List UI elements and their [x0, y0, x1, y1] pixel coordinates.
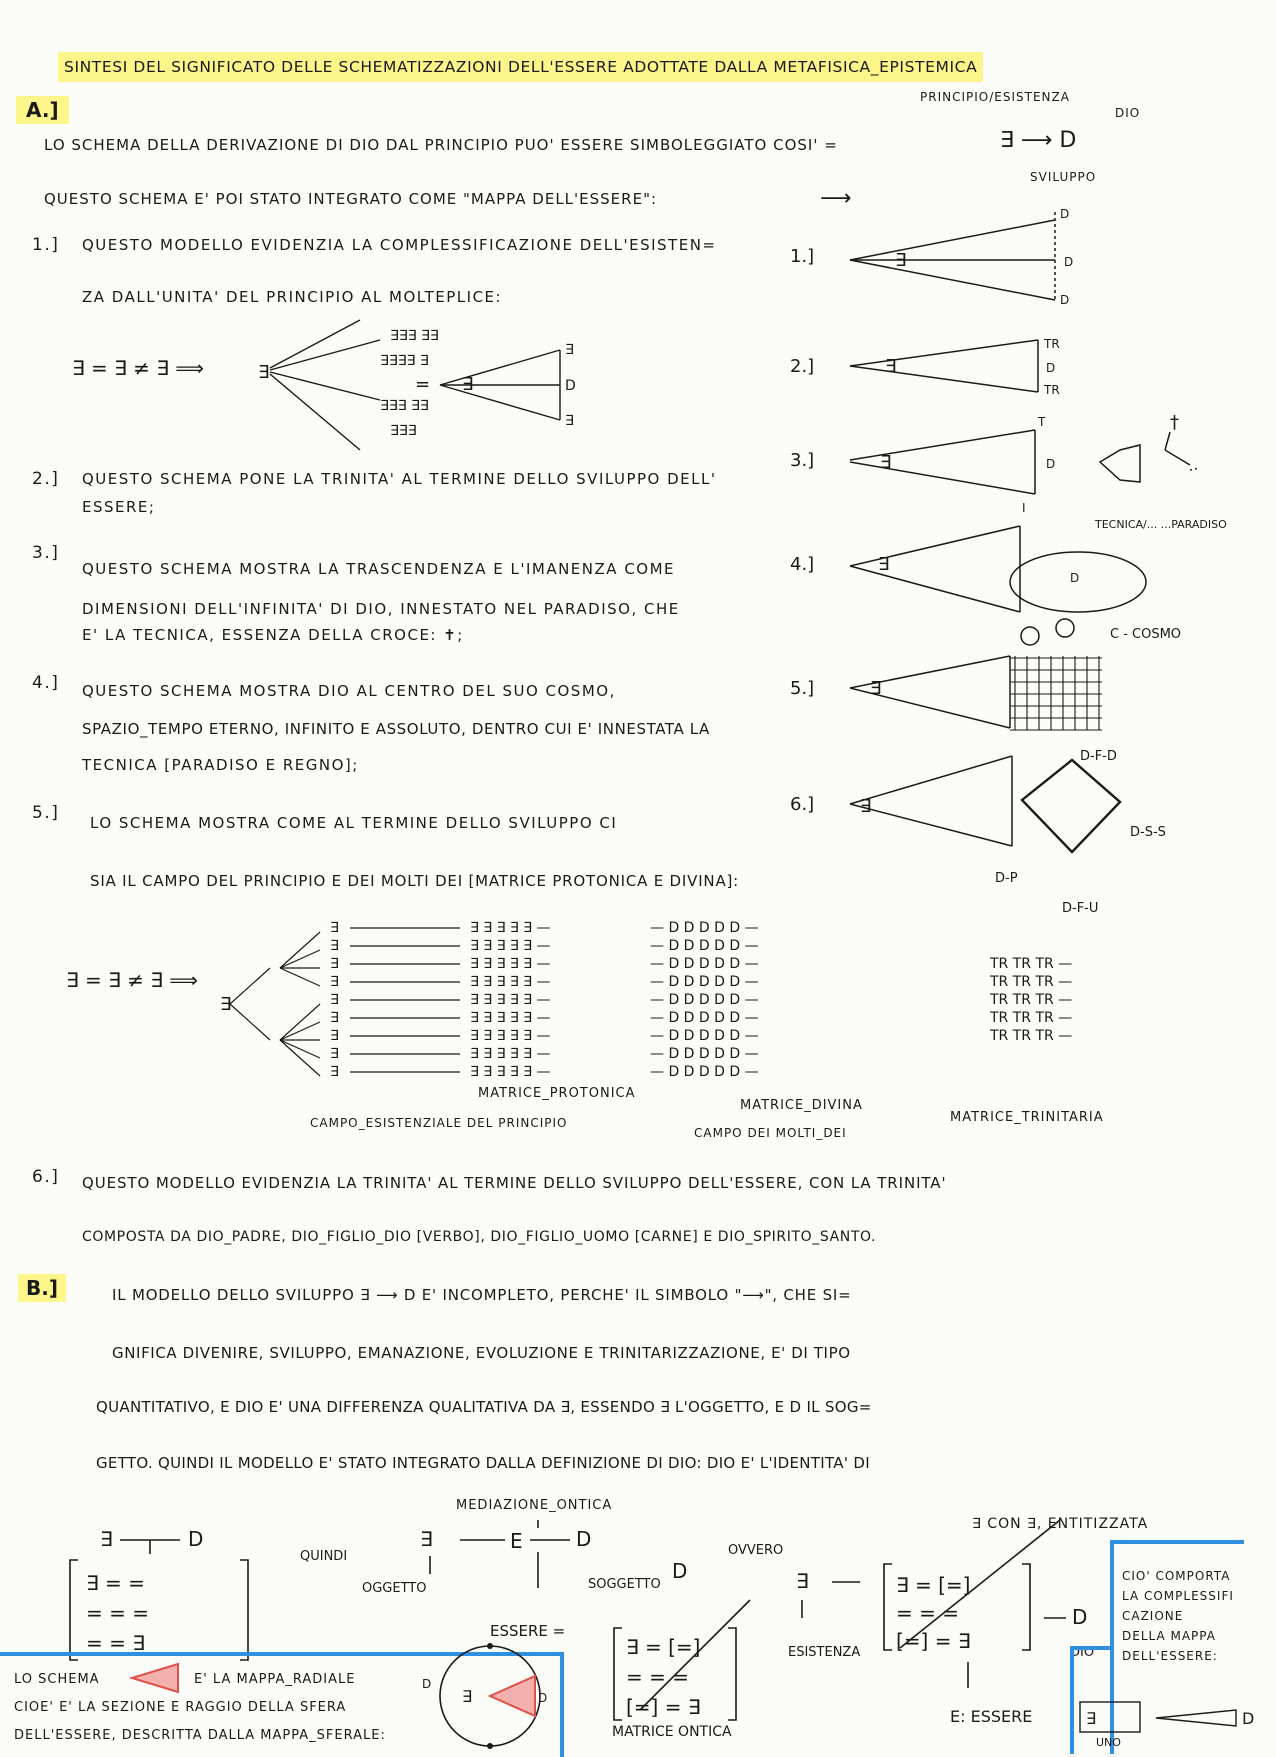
radial-line-2: E' LA MAPPA_RADIALE — [194, 1672, 356, 1687]
item-1-num: 1.] — [32, 235, 60, 255]
row-matrix-protonica: ∃ ∃ ∃ ∃ ∃ — — [470, 1010, 551, 1026]
row-matrix-protonica: ∃ ∃ ∃ ∃ ∃ — — [470, 920, 551, 936]
matrice-trinitaria-label: MATRICE_TRINITARIA — [950, 1110, 1104, 1125]
map-arrow: ⟶ — [820, 186, 852, 211]
quindi-label: QUINDI — [300, 1549, 348, 1564]
sviluppo-label: SVILUPPO — [1030, 170, 1097, 184]
svg-text:= = ∃: = = ∃ — [86, 1631, 145, 1655]
essere-def-label: E: ESSERE — [950, 1707, 1033, 1726]
svg-text:∃: ∃ — [885, 356, 897, 377]
tecnica-label: TECNICA/... ...PARADISO — [1095, 518, 1227, 531]
row-matrix-protonica: ∃ ∃ ∃ ∃ ∃ — — [470, 1046, 551, 1062]
compl-line-2: LA COMPLESSIFI — [1122, 1589, 1234, 1603]
svg-text:D: D — [422, 1677, 432, 1691]
row-matrix-protonica: ∃ ∃ ∃ ∃ ∃ — — [470, 1064, 551, 1080]
svg-text:∃ = [=]: ∃ = [=] — [626, 1635, 701, 1659]
compl-line-1: CIO' COMPORTA — [1122, 1569, 1231, 1583]
row-exist: ∃ — [330, 920, 339, 936]
svg-text:∃∃∃∃ ∃: ∃∃∃∃ ∃ — [380, 353, 429, 369]
fan-branch — [230, 1004, 270, 1040]
item-2-text: QUESTO SCHEMA PONE LA TRINITA' AL TERMINE DELLO SVILUPPO DELL' — [82, 470, 717, 488]
radial-line-3: CIOE' E' LA SEZIONE E RAGGIO DELLA SFERA — [14, 1700, 347, 1715]
item-5-num: 5.] — [32, 803, 60, 823]
row-matrix-trinitaria: TR TR TR — — [990, 1010, 1073, 1026]
item-1-text: QUESTO MODELLO EVIDENZIA LA COMPLESSIFICAZIONE DELL'ESISTEN= — [82, 236, 717, 254]
svg-text:∃: ∃ — [462, 1687, 473, 1706]
row-matrix-trinitaria: TR TR TR — — [990, 1028, 1073, 1044]
svg-text:D: D — [1060, 293, 1070, 307]
matrice-protonica-label: MATRICE_PROTONICA — [478, 1086, 636, 1101]
item-4-text-2: SPAZIO_TEMPO ETERNO, INFINITO E ASSOLUTO, DENTRO CUI E' INNESTATA LA — [82, 720, 710, 738]
svg-text:∃: ∃ — [796, 1569, 809, 1593]
entity-line: ∃ CON ∃, ENTITIZZATA — [972, 1516, 1149, 1532]
dfd-label: D-F-D — [1080, 749, 1117, 764]
row-matrix-protonica: ∃ ∃ ∃ ∃ ∃ — — [470, 992, 551, 1008]
svg-text:D: D — [565, 378, 576, 394]
row-matrix-trinitaria: TR TR TR — — [990, 992, 1073, 1008]
compl-line-3: CAZIONE — [1122, 1609, 1184, 1623]
section-b-line-1: IL MODELLO DELLO SVILUPPO ∃ ⟶ D E' INCOMPLETO, PERCHE' IL SIMBOLO "⟶", CHE SI= — [112, 1286, 852, 1304]
item-5-text-2: SIA IL CAMPO DEL PRINCIPIO E DEI MOLTI DEI [MATRICE PROTONICA E DIVINA]: — [90, 872, 740, 890]
svg-text:∃: ∃ — [565, 413, 574, 429]
row-exist: ∃ — [330, 1010, 339, 1026]
item-3-text: QUESTO SCHEMA MOSTRA LA TRASCENDENZA E L'IMANENZA COME — [82, 560, 676, 578]
row-matrix-divina: — D D D D D — — [650, 1028, 759, 1044]
tr-label-b: TR — [1044, 383, 1060, 397]
row-matrix-protonica: ∃ ∃ ∃ ∃ ∃ — — [470, 1028, 551, 1044]
svg-text:∃: ∃ — [462, 374, 474, 395]
item-3-text-3: E' LA TECNICA, ESSENZA DELLA CROCE: ✝; — [82, 626, 464, 644]
item-6-text-2: COMPOSTA DA DIO_PADRE, DIO_FIGLIO_DIO [VERBO], DIO_FIGLIO_UOMO [CARNE] E DIO_SPIRITO_SANTO. — [82, 1229, 877, 1245]
svg-text:∃∃∃: ∃∃∃ — [390, 423, 417, 439]
fan-branch — [280, 1040, 320, 1058]
svg-text:D: D — [1064, 255, 1074, 269]
diag-2-num: 2.] — [790, 356, 815, 377]
essere-eq-label: ESSERE = — [490, 1622, 566, 1640]
dp-label: D-P — [995, 871, 1018, 886]
section-b-line-2: GNIFICA DIVENIRE, SVILUPPO, EMANAZIONE, EVOLUZIONE E TRINITARIZZAZIONE, E' DI TIPO — [112, 1344, 851, 1362]
matrice-ontica-label: MATRICE ONTICA — [612, 1724, 732, 1740]
item-3-num: 3.] — [32, 543, 60, 563]
svg-text:= = =: = = = — [626, 1665, 689, 1689]
row-matrix-divina: — D D D D D — — [650, 1046, 759, 1062]
svg-text:∃: ∃ — [880, 452, 892, 473]
row-matrix-trinitaria: TR TR TR — — [990, 974, 1073, 990]
svg-text:∃: ∃ — [565, 342, 574, 358]
svg-text:D: D — [1046, 361, 1056, 375]
eq-2: ∃ = ∃ ≠ ∃ ⟹ — [66, 968, 198, 992]
right-diagrams — [790, 200, 1230, 920]
section-b-line-4: GETTO. QUINDI IL MODELLO E' STATO INTEGRATO DALLA DEFINIZIONE DI DIO: DIO E' L'IDENTITA' DI — [96, 1454, 870, 1472]
principio-label: PRINCIPIO/ESISTENZA — [920, 90, 1070, 104]
row-exist: ∃ — [330, 956, 339, 972]
svg-text:∃: ∃ — [100, 1527, 113, 1551]
fan-diagram-1 — [240, 310, 600, 460]
row-matrix-divina: — D D D D D — — [650, 938, 759, 954]
diag-3-num: 3.] — [790, 450, 815, 471]
svg-text:D: D — [538, 1691, 548, 1705]
svg-text:= = =: = = = — [86, 1601, 149, 1625]
radial-line-4: DELL'ESSERE, DESCRITTA DALLA MAPPA_SFERALE: — [14, 1728, 386, 1743]
campo-dei-label: CAMPO DEI MOLTI_DEI — [694, 1126, 847, 1140]
row-matrix-trinitaria: TR TR TR — — [990, 956, 1073, 972]
svg-text:= = =: = = = — [896, 1601, 959, 1625]
row-exist: ∃ — [330, 1064, 339, 1080]
row-matrix-divina: — D D D D D — — [650, 956, 759, 972]
row-matrix-protonica: ∃ ∃ ∃ ∃ ∃ — — [470, 974, 551, 990]
fan-branch — [280, 1004, 320, 1040]
intro-text: LO SCHEMA DELLA DERIVAZIONE DI DIO DAL PRINCIPIO PUO' ESSERE SIMBOLEGGIATO COSI' = — [44, 136, 838, 154]
svg-text:∃: ∃ — [878, 554, 890, 575]
svg-text:D: D — [576, 1527, 592, 1551]
cosmo-label: C - COSMO — [1110, 627, 1182, 642]
row-matrix-protonica: ∃ ∃ ∃ ∃ ∃ — — [470, 938, 551, 954]
compl-line-4: DELLA MAPPA — [1122, 1629, 1216, 1643]
row-exist: ∃ — [330, 938, 339, 954]
ovvero-label: OVVERO — [728, 1543, 784, 1558]
item-3-text-2: DIMENSIONI DELL'INFINITA' DI DIO, INNESTATO NEL PARADISO, CHE — [82, 600, 680, 618]
row-exist: ∃ — [330, 1046, 339, 1062]
svg-text:∃: ∃ — [860, 796, 872, 817]
diag-5-num: 5.] — [790, 678, 815, 699]
svg-text:D: D — [1070, 571, 1080, 585]
i-label: I — [1022, 501, 1026, 515]
svg-text:∃ = =: ∃ = = — [86, 1571, 145, 1595]
svg-text:D: D — [1072, 1605, 1088, 1629]
dio-label: DIO — [1115, 106, 1141, 120]
radial-triangle-icon — [128, 1660, 184, 1696]
svg-text:E: E — [510, 1529, 523, 1553]
svg-text:=: = — [415, 374, 431, 395]
mediazione-label: MEDIAZIONE_ONTICA — [456, 1498, 613, 1513]
item-1-text-2: ZA DALL'UNITA' DEL PRINCIPIO AL MOLTEPLICE: — [82, 288, 503, 306]
row-matrix-divina: — D D D D D — — [650, 992, 759, 1008]
row-exist: ∃ — [330, 1028, 339, 1044]
intro-symbol: ∃ ⟶ D — [1000, 128, 1077, 153]
diag-4-num: 4.] — [790, 554, 815, 575]
campo-esistenziale-label: CAMPO_ESISTENZIALE DEL PRINCIPIO — [310, 1116, 568, 1130]
svg-text:∃: ∃ — [870, 678, 882, 699]
item-6-num: 6.] — [32, 1167, 60, 1187]
svg-text:D: D — [672, 1559, 688, 1583]
row-matrix-divina: — D D D D D — — [650, 974, 759, 990]
item-4-num: 4.] — [32, 673, 60, 693]
item-4-text-3: TECNICA [PARADISO E REGNO]; — [82, 756, 359, 774]
uno-label: UNO — [1096, 1736, 1121, 1749]
section-b-label: B.] — [18, 1274, 66, 1302]
item-6-text: QUESTO MODELLO EVIDENZIA LA TRINITA' AL TERMINE DELLO SVILUPPO DELL'ESSERE, CON LA TRINITA' — [82, 1174, 947, 1192]
svg-text:∃ = [=]: ∃ = [=] — [896, 1573, 971, 1597]
page-title: SINTESI DEL SIGNIFICATO DELLE SCHEMATIZZAZIONI DELL'ESSERE ADOTTATE DALLA METAFISICA_EPISTEMICA — [58, 52, 983, 82]
svg-text:D: D — [1242, 1709, 1255, 1728]
fan-branch — [230, 968, 270, 1004]
fan-branch — [280, 950, 320, 968]
svg-text:D: D — [188, 1527, 204, 1551]
compl-line-5: DELL'ESSERE: — [1122, 1649, 1218, 1663]
section-a-label: A.] — [16, 96, 69, 124]
diag-1-num: 1.] — [790, 246, 815, 267]
item-2-num: 2.] — [32, 469, 60, 489]
tr-label-a: TR — [1044, 337, 1060, 351]
svg-text:∃: ∃ — [1086, 1709, 1097, 1728]
svg-text:∃: ∃ — [420, 1527, 433, 1551]
fan-branch — [280, 1040, 320, 1076]
svg-text:∃∃∃ ∃∃: ∃∃∃ ∃∃ — [380, 398, 429, 414]
fan-branch — [280, 932, 320, 968]
row-exist: ∃ — [330, 974, 339, 990]
diag-6-num: 6.] — [790, 794, 815, 815]
complessificazione-text — [1122, 1566, 1240, 1666]
soggetto-label: SOGGETTO — [588, 1577, 661, 1592]
row-root: ∃ — [220, 994, 232, 1015]
esistenza-label: ESISTENZA — [788, 1645, 861, 1660]
svg-text:∃∃∃ ∃∃: ∃∃∃ ∃∃ — [390, 328, 439, 344]
item-4-text: QUESTO SCHEMA MOSTRA DIO AL CENTRO DEL SUO COSMO, — [82, 682, 616, 700]
dio-label-b: DIO — [1070, 1645, 1095, 1660]
item-2-text-2: ESSERE; — [82, 498, 156, 516]
map-line: QUESTO SCHEMA E' POI STATO INTEGRATO COME "MAPPA DELL'ESSERE": — [44, 190, 658, 208]
section-b-line-3: QUANTITATIVO, E DIO E' UNA DIFFERENZA QUALITATIVA DA ∃, ESSENDO ∃ L'OGGETTO, E D IL SOG= — [96, 1398, 872, 1416]
fan-branch — [280, 1022, 320, 1040]
row-matrix-divina: — D D D D D — — [650, 1010, 759, 1026]
svg-text:†: † — [1170, 412, 1179, 433]
dss-label: D-S-S — [1130, 825, 1166, 840]
row-matrix-divina: — D D D D D — — [650, 1064, 759, 1080]
item-5-text: LO SCHEMA MOSTRA COME AL TERMINE DELLO SVILUPPO CI — [90, 814, 618, 832]
row-matrix-divina: — D D D D D — — [650, 920, 759, 936]
svg-text:∃: ∃ — [258, 362, 270, 383]
sphere-diagram — [420, 1638, 560, 1753]
uno-diagram — [1076, 1690, 1272, 1750]
svg-text:D: D — [1060, 207, 1070, 221]
row-exist: ∃ — [330, 992, 339, 1008]
oggetto-label: OGGETTO — [362, 1581, 427, 1596]
matrice-divina-label: MATRICE_DIVINA — [740, 1098, 863, 1113]
row-matrix-protonica: ∃ ∃ ∃ ∃ ∃ — — [470, 956, 551, 972]
radial-line-1: LO SCHEMA — [14, 1672, 100, 1687]
svg-text:D: D — [1046, 457, 1056, 471]
dfu-label: D-F-U — [1062, 901, 1099, 916]
svg-text:[=] = ∃: [=] = ∃ — [626, 1695, 701, 1719]
matrix-diagram — [220, 916, 1220, 1096]
svg-text:∃: ∃ — [895, 250, 907, 271]
eq-1: ∃ = ∃ ≠ ∃ ⟹ — [72, 356, 204, 380]
svg-text:[=] = ∃: [=] = ∃ — [896, 1629, 971, 1653]
fan-branch — [280, 968, 320, 986]
t-label: T — [1038, 415, 1046, 429]
